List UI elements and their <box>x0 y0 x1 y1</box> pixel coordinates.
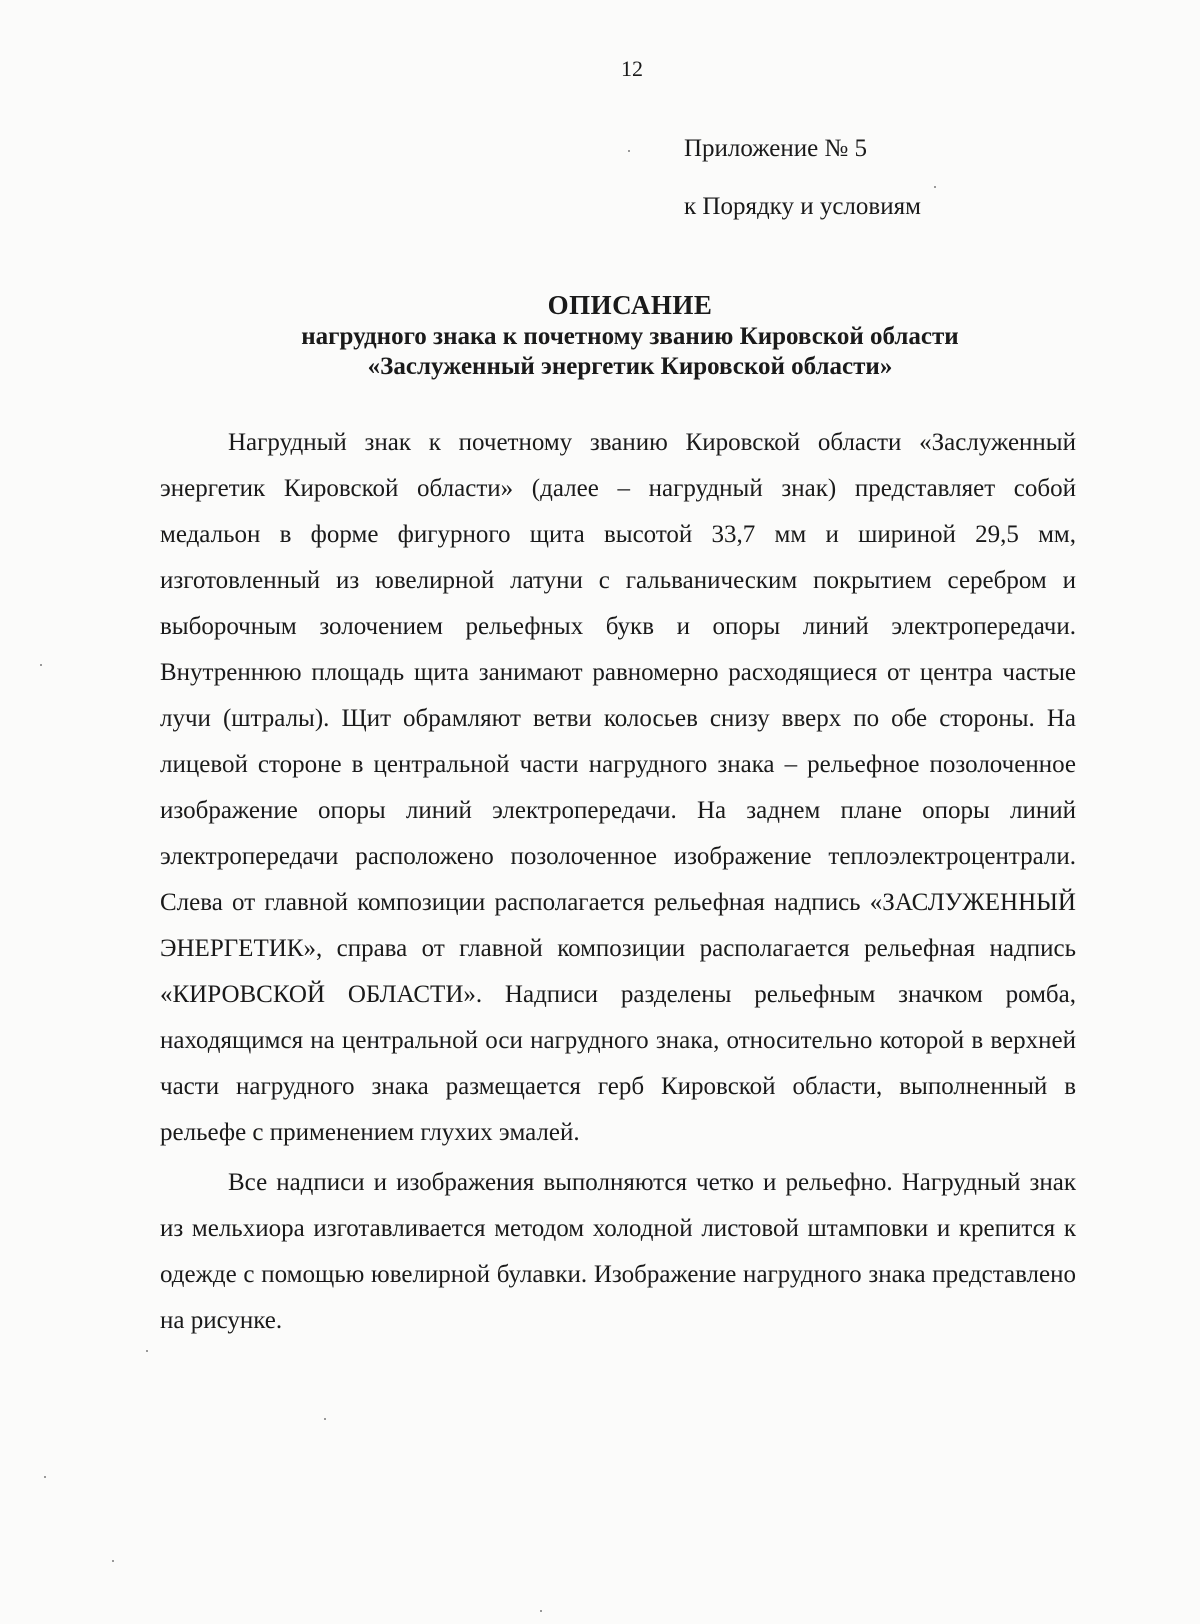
heading-subtitle-line-1: нагрудного знака к почетному званию Кировской области <box>301 323 959 350</box>
heading-title: ОПИСАНИЕ <box>547 290 713 320</box>
paragraph-manufacturing: Все надписи и изображения выполняются четко и рельефно. Нагрудный знак из мельхиора изготавливается методом холодной листовой штамповки и крепится к одежде с помощью ювелирной булавки. Изображение нагрудного знака представлено на рисунке. <box>160 1169 1076 1334</box>
scan-speck <box>324 1418 326 1420</box>
scan-speck <box>112 1560 114 1562</box>
scan-speck <box>40 664 42 666</box>
appendix-reference: к Порядку и условиям <box>684 193 921 220</box>
scan-speck <box>934 186 936 188</box>
scan-speck <box>628 150 630 152</box>
appendix-number: Приложение № 5 <box>684 135 868 162</box>
document-body <box>160 420 1076 1344</box>
heading-subtitle-line-2: «Заслуженный энергетик Кировской области» <box>367 353 893 380</box>
scan-speck <box>146 1350 148 1352</box>
scan-speck <box>44 1476 46 1478</box>
page-number: 12 <box>621 56 643 81</box>
document-heading <box>150 288 1110 382</box>
scan-speck <box>540 1610 542 1612</box>
paragraph-description: Нагрудный знак к почетному званию Кировской области «Заслуженный энергетик Кировской области» (далее – нагрудный знак) представляет собой медальон в форме фигурного щита высотой 33,7 мм и шириной 29,5 мм, изготовленный из ювелирной латуни с гальваническим покрытием серебром и выборочным золочением рельефных букв и опоры линий электропередачи. Внутреннюю площадь щита занимают равномерно расходящиеся от центра частые лучи (штралы). Щит обрамляют ветви колосьев снизу вверх по обе стороны. На лицевой стороне в центральной части нагрудного знака – рельефное позолоченное изображение опоры линий электропередачи. На заднем плане опоры линий электропередачи расположено позолоченное изображение теплоэлектроцентрали. Слева от главной композиции располагается рельефная надпись «ЗАСЛУЖЕННЫЙ ЭНЕРГЕТИК», справа от главной композиции располагается рельефная надпись «КИРОВСКОЙ ОБЛАСТИ». Надписи разделены рельефным значком ромба, находящимся на центральной оси нагрудного знака, относительно которой в верхней части нагрудного знака размещается герб Кировской области, выполненный в рельефе с применением глухих эмалей. <box>160 429 1076 1146</box>
